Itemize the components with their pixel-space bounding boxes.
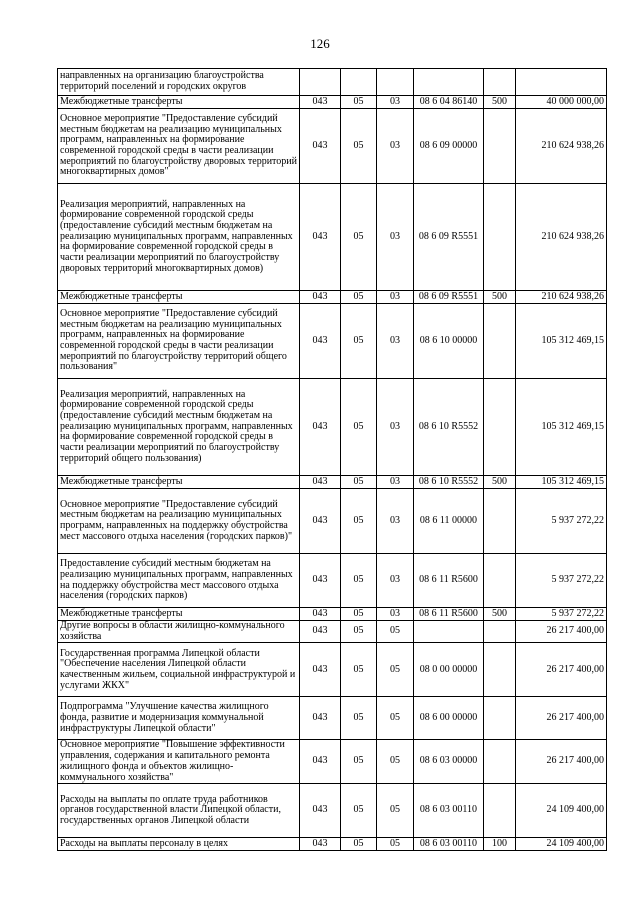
expense-type-code — [484, 379, 516, 476]
section-code: 05 — [341, 489, 377, 554]
expense-type-code — [484, 184, 516, 291]
item-name: Основное мероприятие "Предоставление субсидий местным бюджетам на реализацию муниципальных программ, направленных на формирование современной городской среды в части реализации мероприятий по благоустройству территорий общего пользования" — [58, 304, 300, 379]
admin-code: 043 — [300, 476, 341, 489]
section-code: 05 — [341, 291, 377, 304]
expense-type-code — [484, 489, 516, 554]
expense-type-code — [484, 304, 516, 379]
section-code: 05 — [341, 184, 377, 291]
subsection-code: 05 — [377, 697, 414, 740]
amount: 5 937 272,22 — [516, 489, 607, 554]
amount: 26 217 400,00 — [516, 740, 607, 784]
table-row — [58, 476, 607, 489]
expense-type-code — [484, 554, 516, 608]
section-code: 05 — [341, 621, 377, 643]
subsection-code: 03 — [377, 109, 414, 184]
admin-code: 043 — [300, 379, 341, 476]
admin-code: 043 — [300, 554, 341, 608]
subsection-code: 03 — [377, 291, 414, 304]
target-article-code: 08 6 10 R5552 — [414, 476, 484, 489]
subsection-code: 03 — [377, 476, 414, 489]
target-article-code: 08 6 11 R5600 — [414, 554, 484, 608]
table-row — [58, 838, 607, 851]
expense-type-code — [484, 109, 516, 184]
admin-code: 043 — [300, 109, 341, 184]
expense-type-code: 500 — [484, 291, 516, 304]
subsection-code: 03 — [377, 489, 414, 554]
table-row — [58, 489, 607, 554]
admin-code: 043 — [300, 697, 341, 740]
item-name: Подпрограмма "Улучшение качества жилищного фонда, развитие и модернизация коммунальной инфраструктуры Липецкой области" — [58, 697, 300, 740]
item-name: Реализация мероприятий, направленных на формирование современной городской среды (предоставление субсидий местным бюджетам на реализацию муниципальных программ, направленных на формирование современной городской среды в части реализации мероприятий по благоустройству территорий общего пользования) — [58, 379, 300, 476]
item-name: Предоставление субсидий местным бюджетам на реализацию муниципальных программ, направленных на поддержку обустройства мест массового отдыха населения (городских парков) — [58, 554, 300, 608]
item-name: Основное мероприятие "Предоставление субсидий местным бюджетам на реализацию муниципальных программ, направленных на формирование современной городской среды в части реализации мероприятий по благоустройству дворовых территорий многоквартирных домов" — [58, 109, 300, 184]
item-name: Расходы на выплаты по оплате труда работников органов государственной власти Липецкой области, государственных органов Липецкой области — [58, 784, 300, 838]
admin-code: 043 — [300, 96, 341, 109]
item-name: Основное мероприятие "Предоставление субсидий местным бюджетам на реализацию муниципальных программ, направленных на поддержку обустройства мест массового отдыха населения (городских парков)" — [58, 489, 300, 554]
page-number: 126 — [310, 36, 330, 51]
subsection-code: 03 — [377, 554, 414, 608]
expense-type-code — [484, 784, 516, 838]
item-name: Основное мероприятие "Повышение эффективности управления, содержания и капитального ремонта жилищного фонда и объектов жилищно-коммунального хозяйства" — [58, 740, 300, 784]
expense-type-code — [484, 643, 516, 697]
admin-code: 043 — [300, 608, 341, 621]
table-row — [58, 697, 607, 740]
item-name: направленных на организацию благоустройства территорий поселений и городских округов — [58, 69, 300, 96]
section-code: 05 — [341, 96, 377, 109]
target-article-code: 08 0 00 00000 — [414, 643, 484, 697]
expense-type-code — [484, 740, 516, 784]
target-article-code: 08 6 00 00000 — [414, 697, 484, 740]
section-code: 05 — [341, 784, 377, 838]
amount: 105 312 469,15 — [516, 304, 607, 379]
item-name: Расходы на выплаты персоналу в целях — [58, 838, 300, 851]
amount: 105 312 469,15 — [516, 379, 607, 476]
amount: 210 624 938,26 — [516, 109, 607, 184]
expense-type-code: 500 — [484, 96, 516, 109]
budget-table — [57, 68, 607, 851]
expense-type-code: 100 — [484, 838, 516, 851]
subsection-code: 05 — [377, 838, 414, 851]
amount: 210 624 938,26 — [516, 184, 607, 291]
amount: 24 109 400,00 — [516, 784, 607, 838]
expense-type-code — [484, 69, 516, 96]
subsection-code: 03 — [377, 96, 414, 109]
amount: 40 000 000,00 — [516, 96, 607, 109]
subsection-code: 03 — [377, 379, 414, 476]
amount: 5 937 272,22 — [516, 608, 607, 621]
section-code — [341, 69, 377, 96]
admin-code: 043 — [300, 621, 341, 643]
target-article-code: 08 6 10 00000 — [414, 304, 484, 379]
admin-code: 043 — [300, 291, 341, 304]
subsection-code: 05 — [377, 740, 414, 784]
target-article-code: 08 6 03 00110 — [414, 784, 484, 838]
target-article-code: 08 6 03 00000 — [414, 740, 484, 784]
table-row — [58, 96, 607, 109]
amount: 26 217 400,00 — [516, 643, 607, 697]
table-row — [58, 184, 607, 291]
target-article-code: 08 6 11 00000 — [414, 489, 484, 554]
admin-code: 043 — [300, 838, 341, 851]
section-code: 05 — [341, 697, 377, 740]
amount: 26 217 400,00 — [516, 621, 607, 643]
expense-type-code: 500 — [484, 608, 516, 621]
section-code: 05 — [341, 643, 377, 697]
subsection-code: 03 — [377, 184, 414, 291]
subsection-code: 05 — [377, 643, 414, 697]
table-row — [58, 784, 607, 838]
amount: 24 109 400,00 — [516, 838, 607, 851]
section-code: 05 — [341, 554, 377, 608]
item-name: Государственная программа Липецкой области "Обеспечение населения Липецкой области качественным жильем, социальной инфраструктурой и услугами ЖКХ" — [58, 643, 300, 697]
admin-code: 043 — [300, 184, 341, 291]
target-article-code: 08 6 03 00110 — [414, 838, 484, 851]
table-row — [58, 740, 607, 784]
admin-code: 043 — [300, 784, 341, 838]
amount: 105 312 469,15 — [516, 476, 607, 489]
table-row — [58, 621, 607, 643]
target-article-code: 08 6 11 R5600 — [414, 608, 484, 621]
table-row — [58, 554, 607, 608]
section-code: 05 — [341, 379, 377, 476]
target-article-code: 08 6 04 86140 — [414, 96, 484, 109]
item-name: Межбюджетные трансферты — [58, 608, 300, 621]
target-article-code: 08 6 09 R5551 — [414, 291, 484, 304]
amount: 5 937 272,22 — [516, 554, 607, 608]
target-article-code — [414, 69, 484, 96]
item-name: Другие вопросы в области жилищно-коммунального хозяйства — [58, 621, 300, 643]
admin-code: 043 — [300, 489, 341, 554]
subsection-code: 03 — [377, 304, 414, 379]
target-article-code — [414, 621, 484, 643]
target-article-code: 08 6 09 00000 — [414, 109, 484, 184]
table-row — [58, 608, 607, 621]
admin-code: 043 — [300, 643, 341, 697]
item-name: Межбюджетные трансферты — [58, 96, 300, 109]
section-code: 05 — [341, 740, 377, 784]
expense-type-code: 500 — [484, 476, 516, 489]
item-name: Межбюджетные трансферты — [58, 291, 300, 304]
amount — [516, 69, 607, 96]
admin-code: 043 — [300, 304, 341, 379]
item-name: Реализация мероприятий, направленных на формирование современной городской среды (предоставление субсидий местным бюджетам на реализацию муниципальных программ, направленных на формирование современной городской среды в части реализации мероприятий по благоустройству дворовых территорий многоквартирных домов) — [58, 184, 300, 291]
expense-type-code — [484, 697, 516, 740]
section-code: 05 — [341, 608, 377, 621]
amount: 26 217 400,00 — [516, 697, 607, 740]
section-code: 05 — [341, 838, 377, 851]
section-code: 05 — [341, 476, 377, 489]
amount: 210 624 938,26 — [516, 291, 607, 304]
table-row — [58, 643, 607, 697]
admin-code: 043 — [300, 740, 341, 784]
section-code: 05 — [341, 109, 377, 184]
item-name: Межбюджетные трансферты — [58, 476, 300, 489]
table-row — [58, 304, 607, 379]
table-row — [58, 379, 607, 476]
subsection-code: 05 — [377, 784, 414, 838]
target-article-code: 08 6 09 R5551 — [414, 184, 484, 291]
target-article-code: 08 6 10 R5552 — [414, 379, 484, 476]
subsection-code — [377, 69, 414, 96]
subsection-code: 03 — [377, 608, 414, 621]
table-row — [58, 109, 607, 184]
table-row — [58, 69, 607, 96]
admin-code — [300, 69, 341, 96]
expense-type-code — [484, 621, 516, 643]
section-code: 05 — [341, 304, 377, 379]
subsection-code: 05 — [377, 621, 414, 643]
table-row — [58, 291, 607, 304]
